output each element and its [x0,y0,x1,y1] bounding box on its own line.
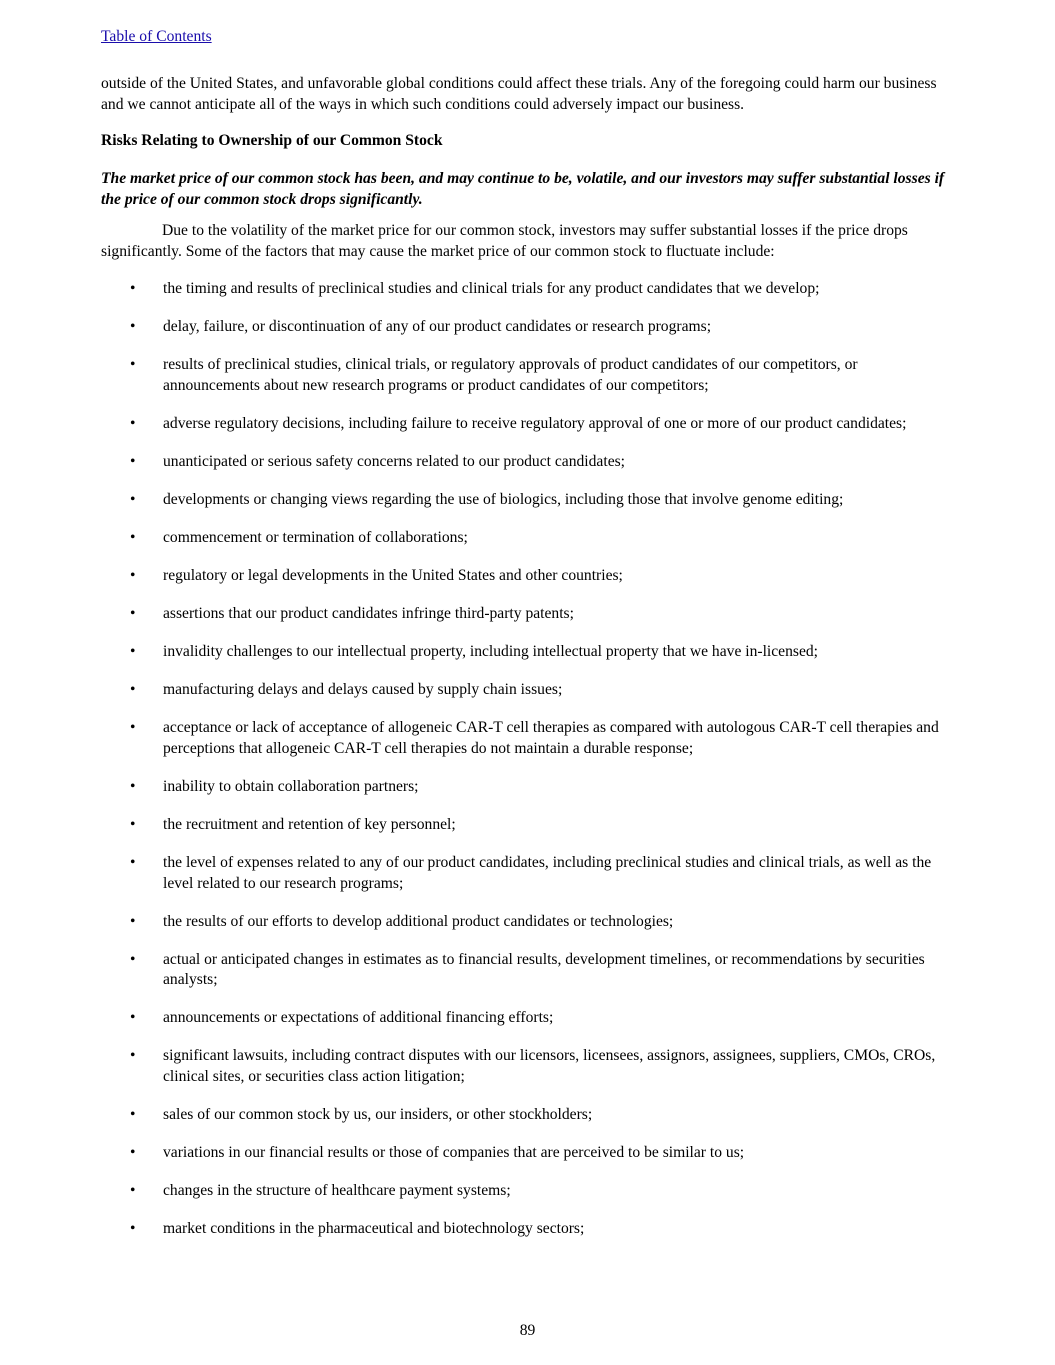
list-item [101,1143,949,1164]
list-item [101,414,949,435]
list-item-text: changes in the structure of healthcare payment systems; [163,1182,511,1200]
bullet-icon: • [130,1220,136,1238]
list-item [101,853,949,895]
list-item-text: regulatory or legal developments in the United States and other countries; [163,567,623,585]
list-item [101,604,949,625]
bullet-icon: • [130,815,136,833]
list-item-text: manufacturing delays and delays caused by supply chain issues; [163,681,563,699]
bullet-icon: • [130,950,136,968]
factor-bullet-list [101,279,949,1239]
section-heading: Risks Relating to Ownership of our Common Stock [101,132,443,150]
list-item [101,1046,949,1088]
list-item-text: assertions that our product candidates infringe third-party patents; [163,605,574,623]
list-item [101,1008,949,1029]
list-item-text: announcements or expectations of additional financing efforts; [163,1009,554,1027]
list-item-text: inability to obtain collaboration partners; [163,777,419,795]
list-item [101,815,949,836]
bullet-icon: • [130,1009,136,1027]
list-item-text: acceptance or lack of acceptance of allogeneic CAR-T cell therapies as compared with autologous CAR-T cell therapies and perceptions that allogeneic CAR-T cell therapies do not maintain a durable response; [163,719,939,757]
list-item [101,355,949,397]
list-item [101,279,949,300]
list-item-text: sales of our common stock by us, our insiders, or other stockholders; [163,1106,593,1124]
list-item [101,317,949,338]
risk-factor-heading: The market price of our common stock has been, and may continue to be, volatile, and our investors may suffer substantial losses if the price of our common stock drops significantly. [101,170,945,208]
list-item-text: the recruitment and retention of key personnel; [163,815,456,833]
list-item-text: delay, failure, or discontinuation of any of our product candidates or research programs; [163,318,712,336]
list-item-text: significant lawsuits, including contract disputes with our licensors, licensees, assignors, assignees, suppliers, CMOs, CROs, clinical sites, or securities class action litigation; [163,1047,936,1086]
bullet-icon: • [130,567,136,585]
list-item [101,1105,949,1126]
bullet-icon: • [130,356,136,374]
list-item [101,452,949,473]
list-item [101,642,949,663]
list-item [101,528,949,549]
list-item-text: actual or anticipated changes in estimates as to financial results, development timelines, or recommendations by securities analysts; [163,950,925,989]
list-item-text: results of preclinical studies, clinical trials, or regulatory approvals of product candidates of our competitors, or announcements about new research programs or product candidates of our competitors; [163,356,858,395]
list-item [101,490,949,511]
list-item-text: variations in our financial results or those of companies that are perceived to be similar to us; [163,1144,745,1162]
list-item [101,1181,949,1202]
bullet-icon: • [130,681,136,699]
bullet-icon: • [130,853,136,871]
list-item-text: market conditions in the pharmaceutical and biotechnology sectors; [163,1220,585,1238]
bullet-icon: • [130,1144,136,1162]
list-item-text: adverse regulatory decisions, including failure to receive regulatory approval of one or more of our product candidates; [163,415,907,433]
bullet-icon: • [130,912,136,930]
bullet-icon: • [130,529,136,547]
page-number: 89 [519,1322,536,1339]
bullet-icon: • [130,453,136,471]
bullet-icon: • [130,719,136,736]
list-item [101,777,949,798]
list-item [101,950,949,992]
list-item [101,1219,949,1240]
bullet-icon: • [130,1047,136,1065]
list-item-text: unanticipated or serious safety concerns related to our product candidates; [163,453,626,471]
list-item-text: the results of our efforts to develop additional product candidates or technologies; [163,912,674,930]
bullet-icon: • [130,777,136,795]
bullet-icon: • [130,415,136,433]
list-item [101,718,949,760]
list-item-text: the level of expenses related to any of our product candidates, including preclinical studies and clinical trials, as well as the level related to our research programs; [163,853,932,892]
document-page [101,27,949,1257]
bullet-icon: • [130,1106,136,1124]
body-paragraph: Due to the volatility of the market price for our common stock, investors may suffer substantial losses if the price drops significantly. Some of the factors that may cause the market price of our common stock to fluctuate include: [101,221,908,260]
bullet-icon: • [130,318,136,336]
bullet-icon: • [130,491,136,509]
list-item [101,912,949,933]
list-item [101,680,949,701]
bullet-icon: • [130,643,136,661]
list-item-text: developments or changing views regarding the use of biologics, including those that involve genome editing; [163,491,844,509]
list-item-text: commencement or termination of collaborations; [163,529,468,547]
bullet-icon: • [130,605,136,623]
bullet-icon: • [130,1182,136,1200]
list-item [101,566,949,587]
list-item-text: the timing and results of preclinical studies and clinical trials for any product candidates that we develop; [163,280,820,298]
intro-paragraph: outside of the United States, and unfavorable global conditions could affect these trials. Any of the foregoing could harm our business and we cannot anticipate all of the ways in which such conditions could adversely impact our business. [101,74,937,113]
bullet-icon: • [130,280,136,298]
list-item-text: invalidity challenges to our intellectual property, including intellectual property that we have in-licensed; [163,643,819,661]
table-of-contents-link[interactable]: Table of Contents [101,28,212,45]
